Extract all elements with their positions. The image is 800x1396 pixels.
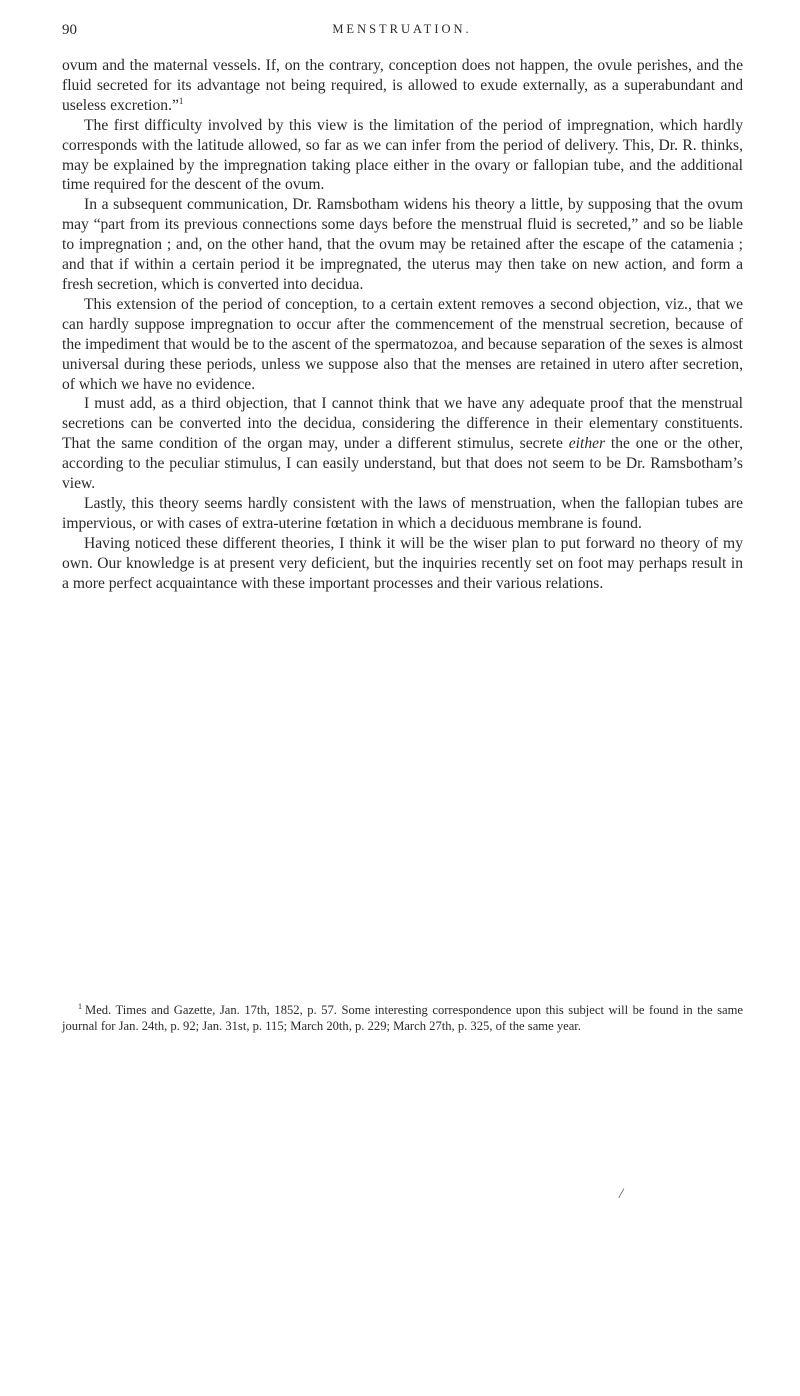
page-number: 90 [62, 22, 77, 38]
page-header [62, 18, 742, 44]
paragraph-2: The first difficulty involved by this view is the limitation of the period of impregnation, which hardly corresponds with the latitude allowed, so far as we can infer from the period of delivery. This, Dr. R. thinks, may be explained by the impregnation taking place either in the ovary or fallopian tube, and the additional time required for the descent of the ovum. [62, 116, 743, 194]
body-text [62, 56, 743, 593]
paragraph-5-text-start: I must add, as a third objection, that I cannot think that we have any adequate proof that the menstrual secretions can be converted into the decidua, considering the difference in their elementary constituents. That the same condition of the organ may, under a different stimulus, secrete [62, 395, 743, 453]
running-head: MENSTRUATION. [332, 22, 472, 36]
paragraph-6: Lastly, this theory seems hardly consistent with the laws of menstruation, when the fallopian tubes are impervious, or with cases of extra-uterine fœtation in which a deciduous membrane is found. [62, 494, 743, 532]
footnote-text: Med. Times and Gazette, Jan. 17th, 1852, p. 57. Some interesting correspondence upon this subject will be found in the same journal for Jan. 24th, p. 92; Jan. 31st, p. 115; March 20th, p. 229; March 27th, p. 325, of the same year. [62, 1003, 743, 1034]
paragraph-1-text: ovum and the maternal vessels. If, on the contrary, conception does not happen, the ovule perishes, and the fluid secreted for its advantage not being required, is allowed to exude externally, as a superabundant and useless excretion.” [62, 57, 743, 114]
footnote-marker: 1 [178, 95, 184, 106]
paragraph-5-emphasis: either [568, 435, 606, 453]
footnotes [62, 1002, 743, 1035]
footnote-number: 1 [78, 1001, 82, 1011]
paragraph-7: Having noticed these different theories, I think it will be the wiser plan to put forward no theory of my own. Our knowledge is at present very deficient, but the inquiries recently set on foot may perhaps result in a more perfect acquaintance with these important processes and their various relations. [62, 534, 743, 592]
paragraph-5-text-end: the one or the other, according to the peculiar stimulus, I can easily understand, but that does not seem to be Dr. Ramsbotham’s view. [62, 435, 743, 493]
footnote [62, 1002, 743, 1035]
paragraph-1 [62, 56, 743, 116]
paragraph-4: This extension of the period of conception, to a certain extent removes a second objection, viz., that we can hardly suppose impregnation to occur after the commencement of the menstrual secretion, because of the impediment that would be to the ascent of the spermatozoa, and because separation of the sexes is almost universal during these periods, unless we suppose also that the menses are retained in utero after secretion, of which we have no evidence. [62, 295, 743, 393]
paragraph-3: In a subsequent communication, Dr. Ramsbotham widens his theory a little, by supposing that the ovum may “part from its previous connections some days before the menstrual fluid is secreted,” and so be liable to impregnation ; and, on the other hand, that the ovum may be retained after the escape of the catamenia ; and that if within a certain period it be impregnated, the uterus may then take on new action, and form a fresh secretion, which is converted into decidua. [62, 196, 743, 293]
paragraph-5 [62, 394, 743, 494]
stray-mark: / [619, 1186, 624, 1202]
